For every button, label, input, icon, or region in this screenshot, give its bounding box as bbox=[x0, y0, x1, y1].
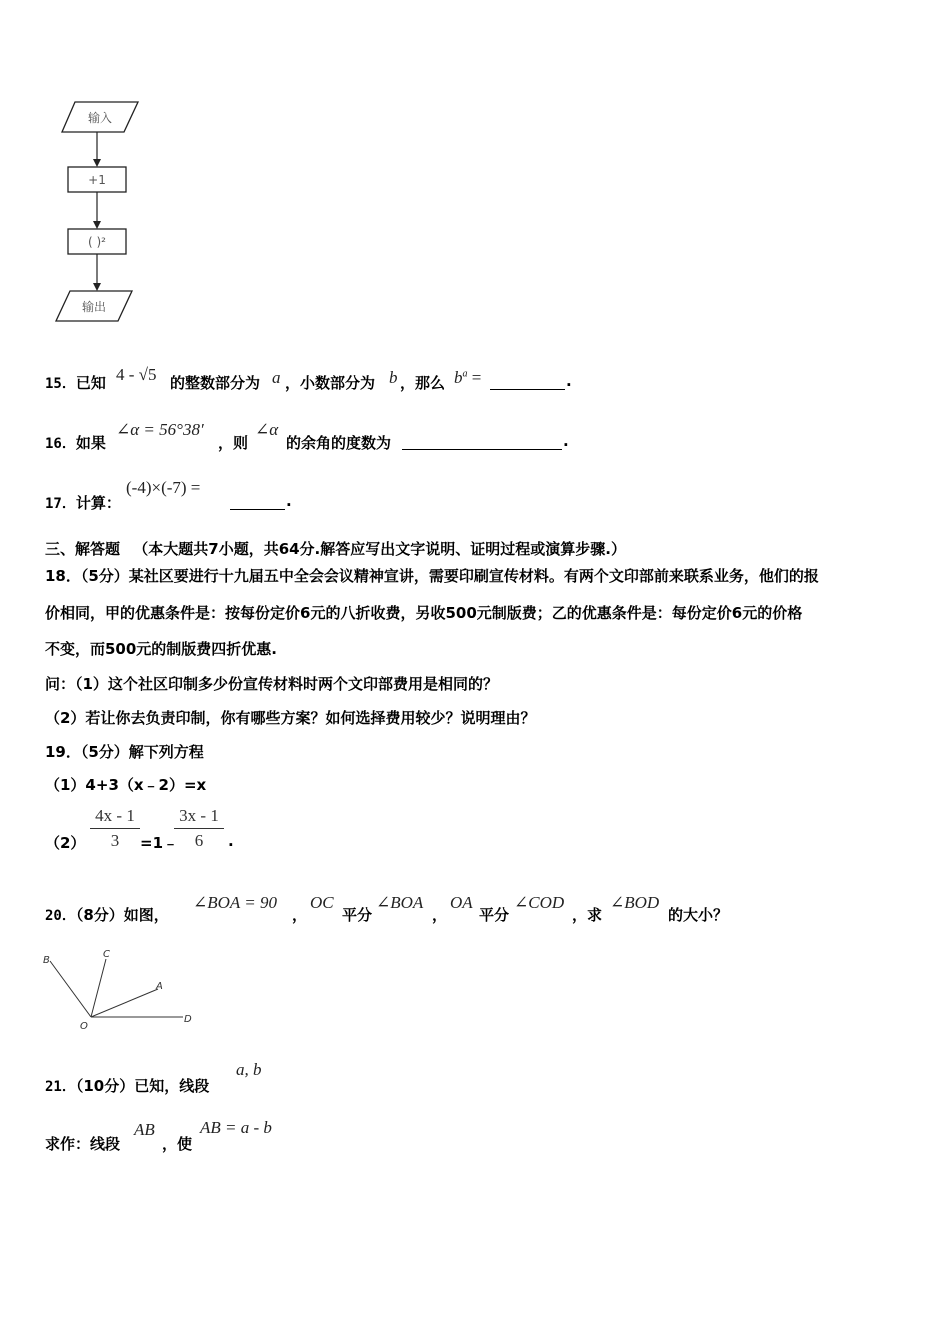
q17-number: 17． bbox=[45, 496, 76, 512]
q20-text-2: 平分 bbox=[342, 906, 373, 924]
q19-part-2-label: （2） bbox=[45, 834, 86, 852]
q19-end: . bbox=[228, 832, 234, 850]
question-15 bbox=[45, 372, 106, 393]
section-3-title: 三、解答题 bbox=[45, 540, 121, 558]
question-20 bbox=[45, 904, 169, 925]
q15-text-4: ，那么 bbox=[400, 374, 446, 392]
q19-fraction-1-numerator: 4x - 1 bbox=[95, 806, 135, 825]
q16-math-2: ∠α bbox=[255, 420, 279, 439]
q21-math-3: AB = a - b bbox=[200, 1118, 272, 1137]
q15-equals: = bbox=[471, 368, 482, 387]
label-d: D bbox=[184, 1014, 192, 1025]
q19-fraction-2 bbox=[174, 806, 224, 851]
q15-text-1: 已知 bbox=[75, 374, 106, 392]
q19-title: 19．（5分）解下列方程 bbox=[45, 743, 204, 761]
question-17 bbox=[45, 492, 121, 513]
q20-math-4: OA bbox=[450, 893, 473, 912]
ray-ob bbox=[50, 961, 91, 1017]
q15-math-1: 4 - √5 bbox=[116, 365, 157, 384]
q20-text-3: 平分 bbox=[479, 906, 510, 924]
q19-middle: =1﹣ bbox=[140, 834, 179, 852]
section-3-note: （本大题共7小题，共64分.解答应写出文字说明、证明过程或演算步骤.） bbox=[133, 540, 626, 558]
q20-math-3: ∠BOA bbox=[376, 893, 424, 912]
q21-text-3: ，使 bbox=[162, 1135, 193, 1153]
q15-text-2: 的整数部分为 bbox=[170, 374, 261, 392]
q18-line-3: 不变，而500元的制版费四折优惠. bbox=[45, 640, 278, 658]
label-o: O bbox=[80, 1021, 88, 1032]
q17-text-1: 计算： bbox=[75, 494, 121, 512]
q15-math-power bbox=[454, 368, 481, 388]
q17-math-1: (-4)×(-7) = bbox=[126, 478, 201, 497]
q15-answer-blank[interactable] bbox=[490, 375, 565, 390]
q20-text-1: （8分）如图， bbox=[75, 906, 169, 924]
q15-number: 15． bbox=[45, 376, 76, 392]
label-a: A bbox=[156, 981, 163, 992]
q20-comma-2: ， bbox=[432, 906, 448, 924]
q20-comma-1: ， bbox=[292, 906, 308, 924]
q16-answer-blank[interactable] bbox=[402, 435, 562, 450]
q21-math-2: AB bbox=[134, 1120, 155, 1139]
flowchart-add-one-label: +1 bbox=[88, 173, 106, 187]
q15-power-exp: a bbox=[462, 368, 468, 380]
flowchart-output-label: 输出 bbox=[81, 300, 107, 314]
q20-math-2: OC bbox=[310, 893, 334, 912]
q20-math-6: ∠BOD bbox=[610, 893, 660, 912]
flowchart-square-label: ( )² bbox=[88, 235, 106, 249]
q15-math-a: a bbox=[272, 368, 281, 387]
q21-number: 21． bbox=[45, 1079, 76, 1095]
q15-text-3: ，小数部分为 bbox=[285, 374, 376, 392]
q16-number: 16． bbox=[45, 436, 76, 452]
q21-text-2: 求作：线段 bbox=[45, 1135, 121, 1153]
q20-math-1: ∠BOA = 90 bbox=[193, 893, 277, 912]
section-3-header bbox=[45, 538, 626, 559]
label-b: B bbox=[43, 955, 50, 966]
q20-text-4: ，求 bbox=[572, 906, 603, 924]
question-21 bbox=[45, 1075, 209, 1096]
label-c: C bbox=[103, 949, 110, 960]
question-16 bbox=[45, 432, 106, 453]
q16-text-3: 的余角的度数为 bbox=[286, 434, 392, 452]
q15-power-base: b bbox=[454, 368, 463, 387]
q15-math-b: b bbox=[389, 368, 398, 387]
flowchart bbox=[50, 95, 150, 330]
q16-end: . bbox=[563, 432, 569, 450]
q17-end: . bbox=[286, 492, 292, 510]
q19-fraction-1-denominator: 3 bbox=[110, 831, 120, 850]
q19-fraction-2-numerator: 3x - 1 bbox=[179, 806, 219, 825]
ray-oa bbox=[91, 989, 158, 1017]
q21-text-1: （10分）已知，线段 bbox=[75, 1077, 210, 1095]
q20-text-5: 的大小？ bbox=[668, 906, 729, 924]
q15-end: . bbox=[566, 372, 572, 390]
q19-fraction-2-denominator: 6 bbox=[194, 831, 204, 850]
q16-math-1: ∠α = 56°38′ bbox=[116, 420, 204, 439]
q18-line-2: 价相同，甲的优惠条件是：按每份定价6元的八折收费，另收500元制版费；乙的优惠条件是：每份定价6元的价格 bbox=[45, 604, 803, 622]
q18-ask-2: （2）若让你去负责印制，你有哪些方案？如何选择费用较少？说明理由？ bbox=[45, 709, 536, 727]
q18-ask-1: 问：（1）这个社区印制多少份宣传材料时两个文印部费用是相同的？ bbox=[45, 675, 498, 693]
q16-text-2: ，则 bbox=[218, 434, 249, 452]
q19-fraction-1 bbox=[90, 806, 140, 851]
q21-math-1: a, b bbox=[236, 1060, 262, 1079]
q16-text-1: 如果 bbox=[75, 434, 106, 452]
q17-answer-blank[interactable] bbox=[230, 495, 285, 510]
ray-oc bbox=[91, 959, 106, 1017]
flowchart-input-label: 输入 bbox=[87, 111, 113, 125]
q19-part-1: （1）4+3（x﹣2）=x bbox=[45, 776, 207, 794]
q20-math-5: ∠COD bbox=[514, 893, 565, 912]
q18-line-1: 18．（5分）某社区要进行十九届五中全会会议精神宣讲，需要印刷宣传材料。有两个文印部前来联系业务，他们的报 bbox=[45, 567, 819, 585]
q20-number: 20． bbox=[45, 908, 76, 924]
angle-figure bbox=[40, 945, 205, 1035]
